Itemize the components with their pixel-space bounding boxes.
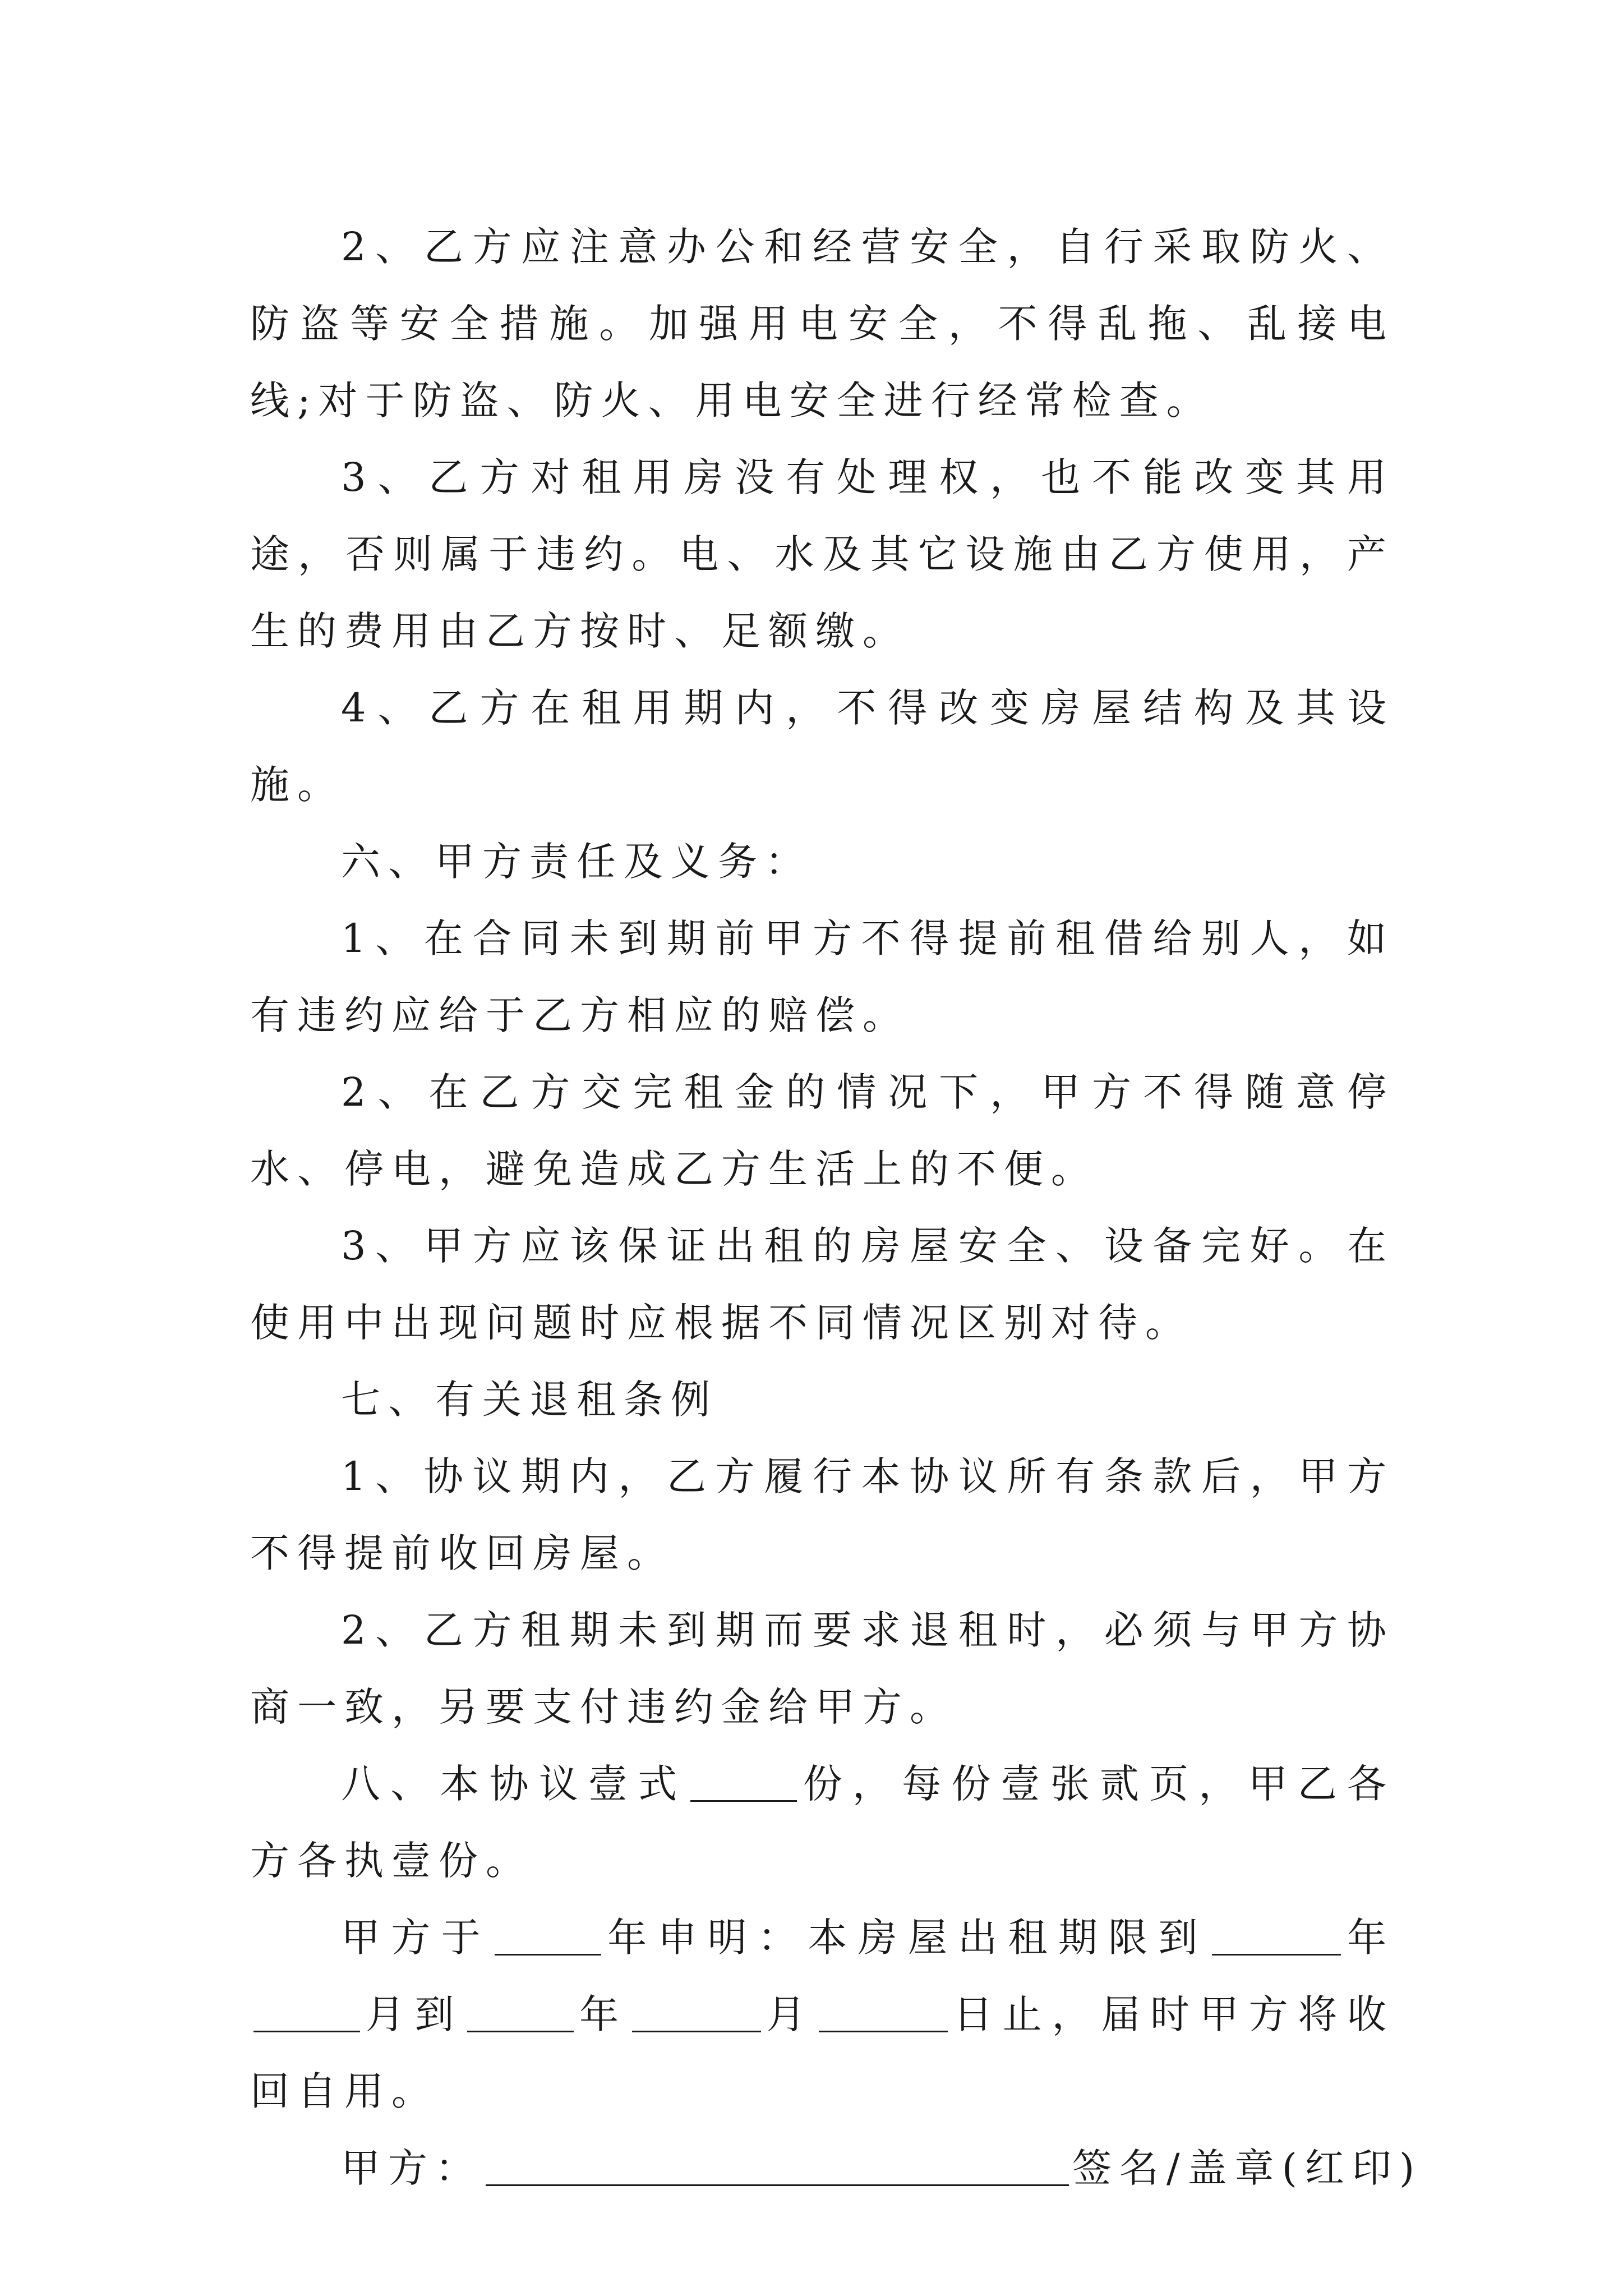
declaration-text: 月 xyxy=(764,1991,816,2037)
declaration-year-blank[interactable] xyxy=(495,1919,601,1955)
party-a-label: 甲方： xyxy=(341,2145,482,2191)
section-heading: 七、有关退租条例 xyxy=(341,1377,718,1423)
declaration-text: 年申明：本房屋出租期限到 xyxy=(604,1915,1209,1961)
end-month-blank[interactable] xyxy=(253,1996,360,2032)
copies-clause xyxy=(250,1746,1394,1899)
lease-declaration xyxy=(250,1899,1394,2130)
clause-paragraph: 2、乙方租期未到期而要求退租时，必须与甲方协商一致，另要支付违约金给甲方。 xyxy=(250,1607,1394,1730)
clause-paragraph: 4、乙方在租用期内，不得改变房屋结构及其设施。 xyxy=(250,685,1394,808)
declaration-text: 日止，届时甲方将收回自用。 xyxy=(250,1991,1394,2114)
party-a-signature-blank[interactable] xyxy=(486,2150,1069,2186)
to-month-blank[interactable] xyxy=(632,1996,761,2032)
end-year-blank[interactable] xyxy=(1212,1919,1341,1955)
declaration-text: 年 xyxy=(1344,1915,1395,1961)
copies-count-blank[interactable] xyxy=(690,1765,797,1802)
to-year-blank[interactable] xyxy=(467,1996,574,2032)
clause-paragraph: 3、甲方应该保证出租的房屋安全、设备完好。在使用中出现问题时应根据不同情况区别对待。 xyxy=(250,1223,1394,1346)
declaration-text: 月到 xyxy=(363,1991,464,2037)
contract-page xyxy=(250,209,1423,2207)
signature-line xyxy=(250,2130,1423,2207)
clause-paragraph: 2、在乙方交完租金的情况下，甲方不得随意停水、停电，避免造成乙方生活上的不便。 xyxy=(250,1069,1394,1192)
copies-clause-text: 八、本协议壹式 xyxy=(341,1761,688,1807)
declaration-text: 年 xyxy=(577,1991,629,2037)
clause-paragraph: 1、在合同未到期前甲方不得提前租借给别人，如有违约应给于乙方相应的赔偿。 xyxy=(250,915,1394,1038)
copies-clause-text: 份，每份壹张贰页，甲乙各方各执壹份。 xyxy=(250,1761,1395,1884)
section-heading: 六、甲方责任及义务： xyxy=(341,839,812,885)
to-day-blank[interactable] xyxy=(819,1996,948,2032)
signature-suffix: 签名/盖章(红印) xyxy=(1072,2145,1423,2191)
clause-paragraph: 2、乙方应注意办公和经营安全，自行采取防火、防盗等安全措施。加强用电安全，不得乱拖、乱接电线;对于防盗、防火、用电安全进行经常检查。 xyxy=(250,224,1394,424)
clause-paragraph: 1、协议期内，乙方履行本协议所有条款后，甲方不得提前收回房屋。 xyxy=(250,1453,1394,1576)
declaration-text: 甲方于 xyxy=(341,1915,491,1961)
clause-paragraph: 3、乙方对租用房没有处理权，也不能改变其用途，否则属于违约。电、水及其它设施由乙方使用，产生的费用由乙方按时、足额缴。 xyxy=(250,454,1394,654)
